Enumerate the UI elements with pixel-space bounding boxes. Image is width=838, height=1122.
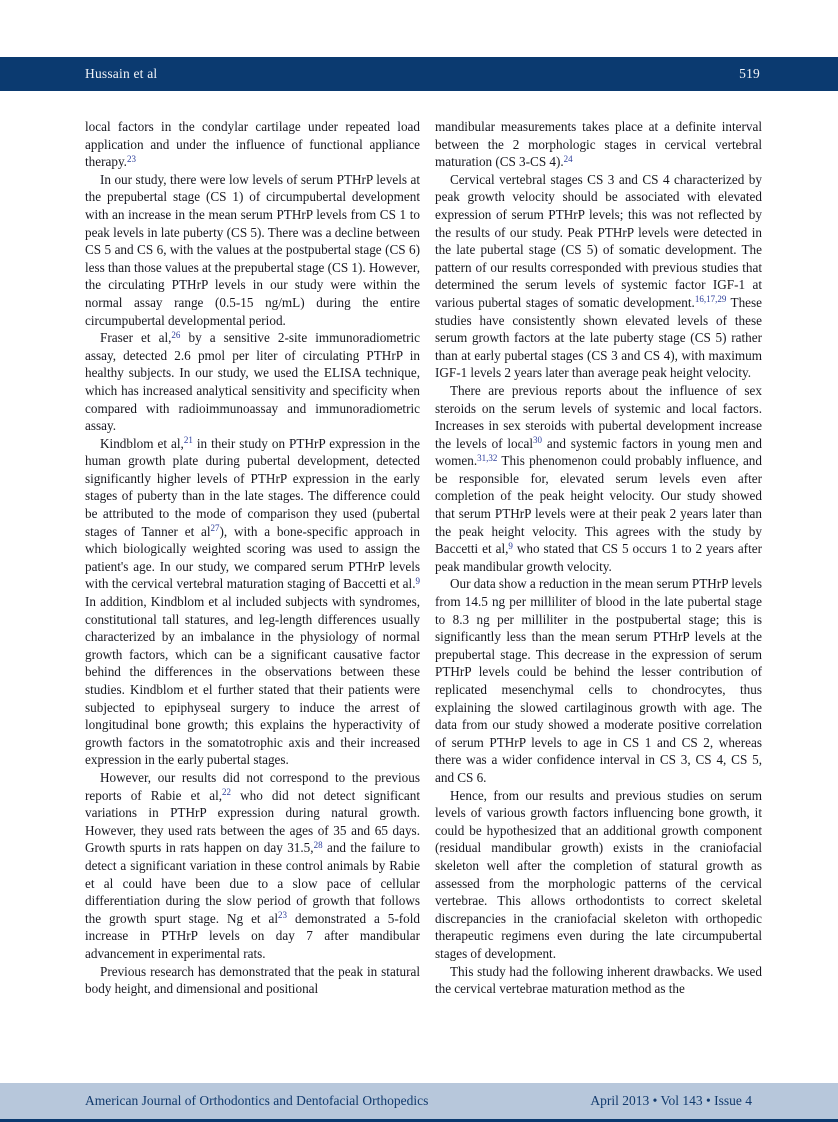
- citation-ref[interactable]: 26: [171, 329, 181, 340]
- citation-ref[interactable]: 24: [563, 153, 573, 164]
- paragraph: However, our results did not correspond to the previous reports of Rabie et al,$^{22}$ who did not detect significant variations in PTHrP expression during natural growth. However, they used rats between the ages of 35 and 65 days. Growth spurts in rats happen on day 31.5,28 and the failure to detect a significant variation in these control animals by Rabie et al could have been due to a slow pace of cellular differentiation during the slow period of growth that follows the growth spurt stage. Ng et al$^{23}$ demonstrated a 5-fold increase in PTHrP levels on day 7 after mandibular advancement in experimental rats.: [85, 769, 421, 961]
- citation-ref[interactable]: 27: [210, 523, 220, 534]
- journal-footer-bar: [0, 1083, 838, 1119]
- citation-ref[interactable]: 9: [415, 575, 420, 586]
- paragraph: Kindblom et al,$^{21}$ in their study on PTHrP expression in the human growth plate during pubertal development, detected significantly higher levels of PTHrP expression in the early stages of puberty than in the late stages. The difference could be attributed to the mode of comparison they used (pubertal stages of Tanner et al$^{27}$), with a bone-specific approach in which biologically weighted scoring was used to assign the patient's age. In our study, we compared serum PTHrP levels with the cervical vertebral maturation staging of Baccetti et al.$^9$ In addition, Kindblom et al included subjects with syndromes, constitutional tall statures, and leg-length differences usually characterized by an imbalance in the physiology of normal growth factors, which can be a significant causative factor behind the differences in the observations between these studies. Kindblom et el further stated that their patients were subjected to epiphyseal surgery to induce the arrest of longitudinal bone growth; this explains the hyperactivity of growth factors in the somatotrophic axis and their increased expression in the early pubertal stages.: [85, 435, 420, 768]
- paragraph: This study had the following inherent drawbacks. We used the cervical vertebrae maturation method as the: [435, 963, 762, 997]
- citation-ref[interactable]: 31,32: [477, 452, 498, 463]
- text-column-right: [435, 118, 762, 998]
- journal-name: American Journal of Orthodontics and Dentofacial Orthopedics: [85, 1093, 429, 1108]
- page-number: 519: [739, 66, 760, 81]
- citation-ref[interactable]: 30: [533, 435, 543, 446]
- text-column-left: [85, 118, 420, 998]
- citation-ref[interactable]: 16,17,29: [694, 294, 727, 305]
- running-head: Hussain et al: [85, 66, 158, 81]
- paragraph: Previous research has demonstrated that the peak in statural body height, and dimensional and positional: [85, 963, 420, 997]
- paragraph: There are previous reports about the influence of sex steroids on the serum levels of systemic and local factors. Increases in sex steroids with pubertal development increase the levels of local$^{30}$ and systemic factors in young men and women.$^{31,32}$ This phenomenon could probably influence, and be responsible for, elevated serum levels even after completion of the peak height velocity. Our study showed that serum PTHrP levels were at their peak 2 years later than the peak height velocity. This agrees with the study by Baccetti et al,$^9$ who stated that CS 5 occurs 1 to 2 years after peak mandibular growth velocity.: [435, 382, 763, 574]
- citation-ref[interactable]: 23: [278, 910, 288, 921]
- citation-ref[interactable]: 21: [183, 435, 193, 446]
- paragraph: local factors in the condylar cartilage under repeated load application and under the influence of functional appliance therapy.$^{23}$: [85, 119, 420, 170]
- citation-ref[interactable]: 23: [126, 153, 136, 164]
- paragraph: Hence, from our results and previous studies on serum levels of various growth factors influencing bone growth, it could be hypothesized that an additional growth component (residual mandibular growth) exists in the craniofacial skeleton well after the completion of statural growth as assessed from the morphologic patterns of the cervical vertebrae. This allows orthodontists to correct skeletal discrepancies in the craniofacial skeleton with orthopedic therapeutic regimens even during the late circumpubertal stages of development.: [435, 787, 762, 961]
- paragraph: mandibular measurements takes place at a definite interval between the 2 morphologic stages in cervical vertebral maturation (CS 3-CS 4).$^{24}$: [435, 119, 762, 170]
- article-body: [85, 118, 762, 998]
- paragraph: In our study, there were low levels of serum PTHrP levels at the prepubertal stage (CS 1) of circumpubertal development with an increase in the mean serum PTHrP levels from CS 1 to peak levels in late puberty (CS 5). There was a decline between CS 5 and CS 6, with the values at the postpubertal stage (CS 6) less than those values at the prepubertal stage (CS 1). However, the circulating PTHrP levels in our study were within the normal assay range (0.5-15 ng/mL) during the entire circumpubertal developmental period.: [85, 171, 420, 328]
- issue-info: April 2013 • Vol 143 • Issue 4: [590, 1093, 752, 1108]
- citation-ref[interactable]: 9: [508, 540, 513, 551]
- citation-ref[interactable]: 22: [222, 787, 232, 798]
- paragraph: Cervical vertebral stages CS 3 and CS 4 characterized by peak growth velocity should be associated with elevated expression of serum PTHrP levels; this was not reflected by the results of our study. Peak PTHrP levels were detected in the late pubertal stage (CS 5) of somatic development. The pattern of our results corresponded with previous studies that determined the serum levels of systemic factor IGF-1 at various pubertal stages of somatic development.$^{16,17,29}$ These studies have consistently shown elevated levels of these serum growth factors at the late puberty stage (CS 5) rather than at early pubertal stages (CS 3 and CS 4), with maximum IGF-1 levels 2 years later than average peak height velocity.: [435, 171, 763, 381]
- running-header-bar: [0, 57, 838, 91]
- citation-ref[interactable]: 28: [313, 839, 323, 850]
- paragraph: Fraser et al,$^{26}$ by a sensitive 2-site immunoradiometric assay, detected 2.6 pmol per liter of circulating PTHrP in healthy subjects. In our study, we used the ELISA technique, which has increased analytical sensitivity and specificity when compared with radioimmunoassay and immunoradiometric assay.: [85, 329, 420, 434]
- paragraph: Our data show a reduction in the mean serum PTHrP levels from 14.5 ng per milliliter of blood in the late pubertal stage to 8.3 ng per milliliter in the postpubertal stage; this is significantly less than the mean serum PTHrP levels at the prepubertal stage. This decrease in the expression of serum PTHrP levels could be behind the lesser contribution of replicated mesenchymal cells to chondrocytes, thus explaining the slowed cartilaginous growth with age. The data from our study showed a moderate positive correlation of serum PTHrP levels to age in CS 1 and CS 2, whereas there was a wider confidence interval in CS 3, CS 4, CS 5, and CS 6.: [435, 576, 763, 785]
